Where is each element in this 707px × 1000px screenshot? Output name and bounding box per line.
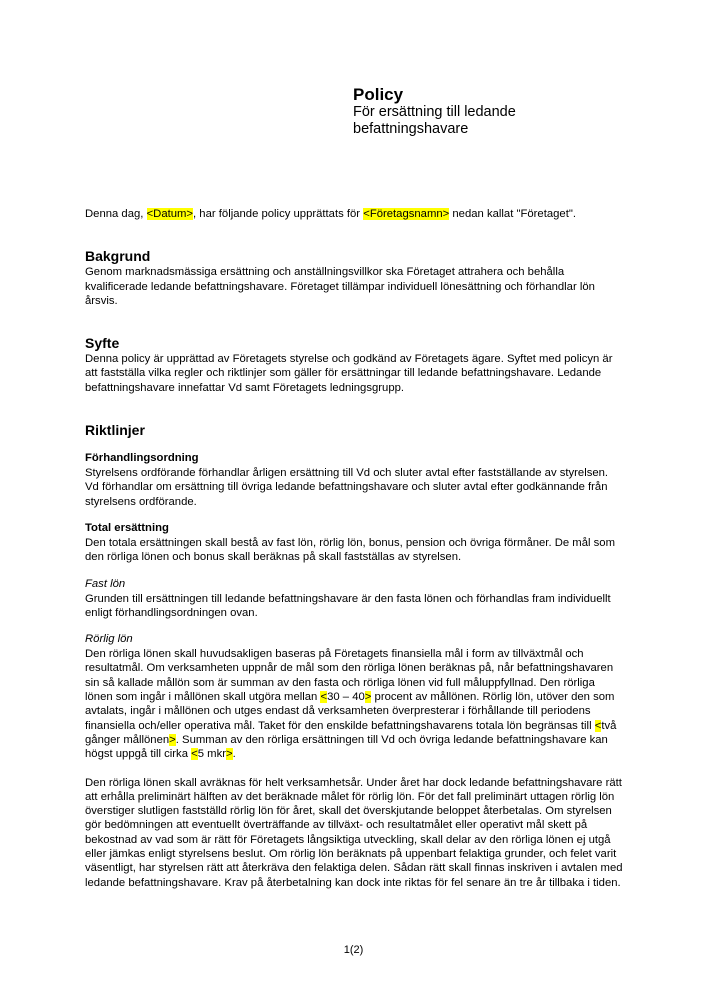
placeholder-company: <Företagsnamn>	[363, 208, 450, 220]
intro-paragraph	[85, 207, 625, 221]
text-segment: Den rörliga lönen skall huvudsakligen baseras på Företagets finansiella mål i form av tillväxtmål och resultatmål. Om verksamheten uppnår de mål som den rörliga lönen beräknas på, når befattningshavaren sin så kallade mållön som är summan av den fasta och rörliga lönen vid full måluppfyllnad. Den rörliga lönen som ingår i mållönen skall utgöra mellan	[85, 648, 614, 704]
paragraph-bakgrund: Genom marknadsmässiga ersättning och anställningsvillkor ska Företaget attrahera och behålla kvalificerade ledande befattningshavare. Företaget tillämpar individuell lönesättning och förhandlar lön årsvis.	[85, 266, 595, 307]
placeholder-date: <Datum>	[146, 208, 194, 220]
placeholder-marker: >	[225, 748, 233, 761]
paragraph-forhandlingsordning: Styrelsens ordförande förhandlar årligen ersättning till Vd och sluter avtal efter fastställande av styrelsen. Vd förhandlar om ersättning till övriga ledande befattningshavare och sluter avtal efter godkännande från styrelsens ordförande.	[85, 467, 609, 508]
placeholder-percent-range: 30 – 40	[327, 691, 365, 704]
document-title: Policy	[353, 85, 404, 104]
placeholder-salary-cap: två gånger mållönen	[85, 719, 617, 746]
heading-syfte: Syfte	[85, 335, 120, 352]
placeholder-marker: >	[169, 733, 176, 746]
intro-text: nedan kallat "Företaget".	[449, 208, 576, 220]
paragraph-rorlig-lon-2: Den rörliga lönen skall avräknas för helt verksamhetsår. Under året har dock ledande befattningshavare rätt att erhålla preliminärt hälften av det beräknade målet för rörlig lön. För det fall preliminärt uttagen rörlig lön överstiger slutligen fastställd rörlig lön för året, skall det överskjutande beloppet återbetalas. Om styrelsen gör bedömningen att eventuellt överträffande av tillväxt- och resultatmålet eller operativt mål skett på bekostnad av vad som är rätt för Företagets långsiktiga utveckling, skall delar av den rörliga lönen ej utgå eller jämkas enligt styrelsens beslut. Om rörlig lön beräknats på uppenbart felaktiga grunder, och felet varit väsentligt, har styrelsen rätt att återkräva den felaktiga delen. Sådan rätt skall finnas inskriven i avtalen med ledande befattningshavare. Krav på återbetalning kan dock inte riktas för fel senare än tre år tillbaka i tiden.	[85, 776, 623, 889]
subheading-forhandlingsordning: Förhandlingsordning	[85, 452, 199, 465]
intro-text: Denna dag,	[85, 208, 147, 220]
text-segment: procent av mållönen. Rörlig lön, utöver den som avtalats, ingår i mållönen och utges endast då verksamheten överpresterar i förhållande till periodens finansiella och/eller operativa mål. Taket för den enskilde befattningshavarens totala lön begränsas till	[85, 691, 615, 732]
heading-bakgrund: Bakgrund	[85, 248, 151, 265]
paragraph-syfte: Denna policy är upprättad av Företagets styrelse och godkänd av Företagets ägare. Syftet med policyn är att fastställa vilka regler och riktlinjer som gäller för ersättningar till ledande befattningshavare. Ledande befattningshavare innefattar Vd samt Företagets ledningsgrupp.	[85, 353, 613, 394]
subheading-rorlig-lon: Rörlig lön	[85, 633, 133, 646]
placeholder-marker: <	[320, 691, 328, 704]
paragraph-total-ersattning: Den totala ersättningen skall bestå av fast lön, rörlig lön, bonus, pension och övriga förmåner. De mål som den rörliga lönen och bonus skall beräknas på skall fastställas av styrelsen.	[85, 536, 615, 564]
text-segment: . Summan av den rörliga ersättningen till Vd och övriga ledande befattningshavare kan högst uppgå till cirka	[85, 733, 608, 761]
paragraph-fast-lon: Grunden till ersättningen till ledande befattningshavare är den fasta lönen och förhandlas fram individuellt enligt förhandlingsordningen ovan.	[85, 592, 611, 619]
text-segment: .	[232, 748, 236, 761]
subheading-total-ersattning: Total ersättning	[85, 521, 169, 534]
document-title-block	[353, 85, 516, 138]
document-body	[85, 207, 625, 890]
intro-text: , har följande policy upprättats för	[193, 208, 364, 220]
placeholder-marker: <	[594, 719, 602, 732]
placeholder-max-amount: 5 mkr	[197, 748, 226, 761]
subheading-fast-lon: Fast lön	[85, 577, 126, 590]
placeholder-marker: >	[364, 691, 372, 704]
placeholder-marker: <	[191, 748, 198, 761]
paragraph-rorlig-lon-1	[85, 647, 625, 761]
document-subtitle-line2: befattningshavare	[353, 121, 469, 137]
page-number: 1(2)	[343, 944, 364, 956]
heading-riktlinjer: Riktlinjer	[85, 422, 145, 439]
document-subtitle-line1: För ersättning till ledande	[353, 104, 516, 120]
